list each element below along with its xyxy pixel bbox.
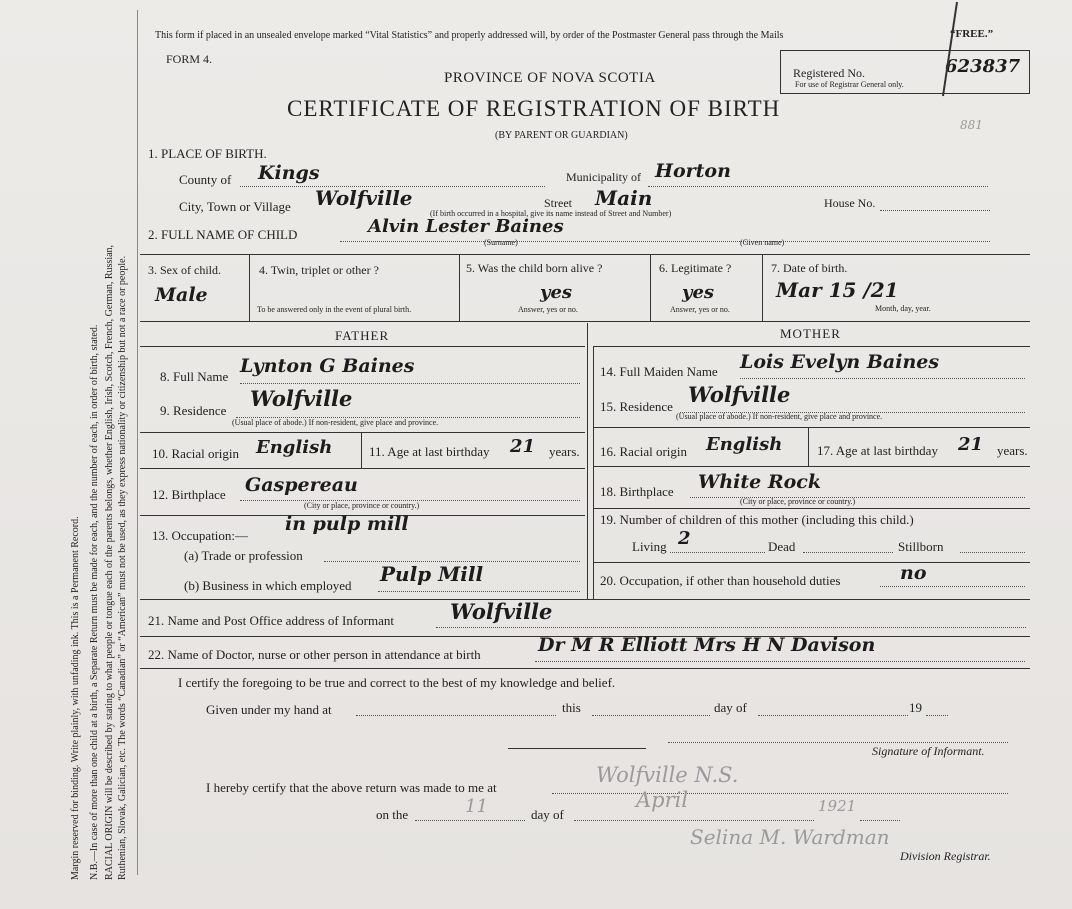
municipality-value: Horton	[655, 160, 731, 182]
father-birthplace-note: (City or place, province or country.)	[304, 501, 420, 510]
dead-label: Dead	[768, 539, 796, 554]
father-heading: FATHER	[335, 328, 390, 343]
sex-value: Male	[155, 284, 208, 306]
year-label: 19	[909, 700, 922, 715]
father-age-value: 21	[510, 436, 536, 457]
this-label: this	[562, 700, 581, 715]
legitimate-note: Answer, yes or no.	[670, 305, 730, 314]
mother-heading: MOTHER	[780, 326, 841, 341]
mother-race-value: English	[706, 434, 783, 455]
hospital-note: (If birth occurred in a hospital, give its name instead of Street and Number)	[430, 209, 672, 218]
father-residence-note: (Usual place of abode.) If non-resident, give place and province.	[232, 418, 439, 427]
certificate-subtitle: (BY PARENT OR GUARDIAN)	[495, 130, 628, 141]
mother-birthplace-note: (City or place, province or country.)	[740, 497, 856, 506]
father-birthplace-value: Gaspereau	[245, 474, 358, 496]
county-label: County of	[179, 172, 232, 187]
living-label: Living	[632, 539, 667, 554]
on-the-label: on the	[376, 807, 409, 822]
dob-note: Month, day, year.	[875, 304, 931, 313]
dob-value: Mar 15 /21	[776, 278, 899, 302]
municipality-label: Municipality of	[566, 170, 641, 184]
doctor-label: 22. Name of Doctor, nurse or other person in attendance at birth	[148, 647, 481, 662]
father-race-label: 10. Racial origin	[152, 446, 240, 461]
registrar-month-value: April	[636, 788, 689, 812]
stillborn-label: Stillborn	[898, 539, 944, 554]
children-count-label: 19. Number of children of this mother (including this child.)	[600, 512, 914, 527]
alive-label: 5. Was the child born alive ?	[466, 261, 603, 275]
father-name-value: Lynton G Baines	[240, 355, 415, 377]
father-birthplace-label: 12. Birthplace	[152, 487, 226, 502]
father-name-label: 8. Full Name	[160, 369, 229, 384]
mother-occupation-value: no	[900, 562, 927, 584]
mail-notice: This form if placed in an unsealed envelope marked “Vital Statistics” and properly addressed will, by order of the Postmaster General pass through the Mails	[155, 30, 784, 41]
registrar-year-value: 1921	[818, 797, 857, 815]
father-residence-value: Wolfville	[250, 386, 353, 411]
margin-note-2: N.B.—In case of more than one child at a birth, a Separate Return must be made for each, and the number of each, in order of birth, stated.	[89, 324, 100, 880]
mother-residence-value: Wolfville	[688, 382, 791, 407]
father-residence-label: 9. Residence	[160, 403, 227, 418]
day-of-label-2: day of	[531, 807, 564, 822]
informant-label: 21. Name and Post Office address of Informant	[148, 613, 394, 628]
business-value: Pulp Mill	[380, 562, 484, 586]
mother-name-label: 14. Full Maiden Name	[600, 364, 718, 379]
informant-value: Wolfville	[450, 599, 553, 624]
mother-birthplace-label: 18. Birthplace	[600, 484, 674, 499]
division-registrar-label: Division Registrar.	[900, 849, 991, 863]
registrar-place-value: Wolfville N.S.	[596, 763, 739, 787]
child-name-label: 2. FULL NAME OF CHILD	[148, 227, 298, 242]
mother-occupation-label: 20. Occupation, if other than household duties	[600, 573, 841, 588]
certificate-title: CERTIFICATE OF REGISTRATION OF BIRTH	[287, 96, 781, 121]
twin-label: 4. Twin, triplet or other ?	[259, 263, 379, 277]
father-age-label: 11. Age at last birthday	[369, 444, 490, 459]
house-label: House No.	[824, 196, 876, 210]
trade-label: (a) Trade or profession	[184, 548, 303, 563]
margin-note-1: Margin reserved for binding. Write plainly, with unfading ink. This is a Permanent Record.	[70, 516, 81, 880]
father-occupation-label: 13. Occupation:—	[152, 528, 249, 543]
doctor-value: Dr M R Elliott Mrs H N Davison	[538, 634, 876, 656]
alive-value: yes	[540, 282, 573, 303]
registered-no-label: Registered No.	[793, 66, 865, 80]
father-years: years.	[549, 444, 580, 459]
sex-label: 3. Sex of child.	[148, 263, 221, 277]
registrar-use-note: For use of Registrar General only.	[795, 80, 904, 89]
father-race-value: English	[256, 437, 333, 458]
business-label: (b) Business in which employed	[184, 578, 352, 593]
mother-years: years.	[997, 443, 1028, 458]
city-label: City, Town or Village	[179, 199, 291, 214]
mother-residence-note: (Usual place of abode.) If non-resident, give place and province.	[676, 412, 883, 421]
twin-note: To be answered only in the event of plural birth.	[257, 305, 412, 314]
given-name-note: (Given name)	[740, 238, 785, 247]
mother-race-label: 16. Racial origin	[600, 444, 688, 459]
father-occupation-value: in pulp mill	[285, 513, 409, 535]
registrar-signature: Selina M. Wardman	[690, 825, 890, 849]
mother-name-value: Lois Evelyn Baines	[740, 351, 940, 373]
mother-age-label: 17. Age at last birthday	[817, 443, 938, 458]
informant-signature-label: Signature of Informant.	[872, 744, 985, 758]
province-heading: PROVINCE OF NOVA SCOTIA	[444, 70, 656, 86]
given-label: Given under my hand at	[206, 702, 332, 717]
registered-no-value: 623837	[945, 56, 1021, 77]
county-value: Kings	[258, 162, 320, 184]
alive-note: Answer, yes or no.	[518, 305, 578, 314]
city-value: Wolfville	[315, 186, 413, 210]
margin-note-4: Ruthenian, Slovak, Galician, etc. The words “Canadian” or “American” must not be used, as they express nationality or citizenship but not a race or people.	[117, 255, 128, 880]
margin-note-3: RACIAL ORIGIN will be described by stating to what people or tongue each of the parents belongs, whether English, Irish, Scotch, French, German, Russian,	[104, 244, 115, 880]
certify-statement: I certify the foregoing to be true and correct to the best of my knowledge and belief.	[178, 675, 616, 690]
registrar-day-value: 11	[465, 796, 488, 817]
ink-slash-mark	[935, 0, 965, 100]
form-number: FORM 4.	[166, 52, 213, 66]
living-value: 2	[678, 528, 691, 549]
street-value: Main	[595, 186, 653, 210]
mother-age-value: 21	[958, 434, 984, 455]
dob-label: 7. Date of birth.	[771, 261, 848, 275]
corner-mark: 881	[960, 118, 983, 132]
street-label: Street	[544, 196, 572, 210]
legitimate-label: 6. Legitimate ?	[659, 261, 732, 275]
place-heading: 1. PLACE OF BIRTH.	[148, 146, 267, 161]
child-name-value: Alvin Lester Baines	[368, 216, 564, 237]
mother-birthplace-value: White Rock	[698, 471, 822, 493]
binding-margin-line	[137, 10, 138, 875]
day-of-label: day of	[714, 700, 747, 715]
legitimate-value: yes	[682, 282, 715, 303]
surname-note: (Surname)	[484, 238, 518, 247]
free-mark: “FREE.”	[950, 28, 994, 40]
mother-residence-label: 15. Residence	[600, 399, 673, 414]
registrar-certify-label: I hereby certify that the above return was made to me at	[206, 780, 497, 795]
